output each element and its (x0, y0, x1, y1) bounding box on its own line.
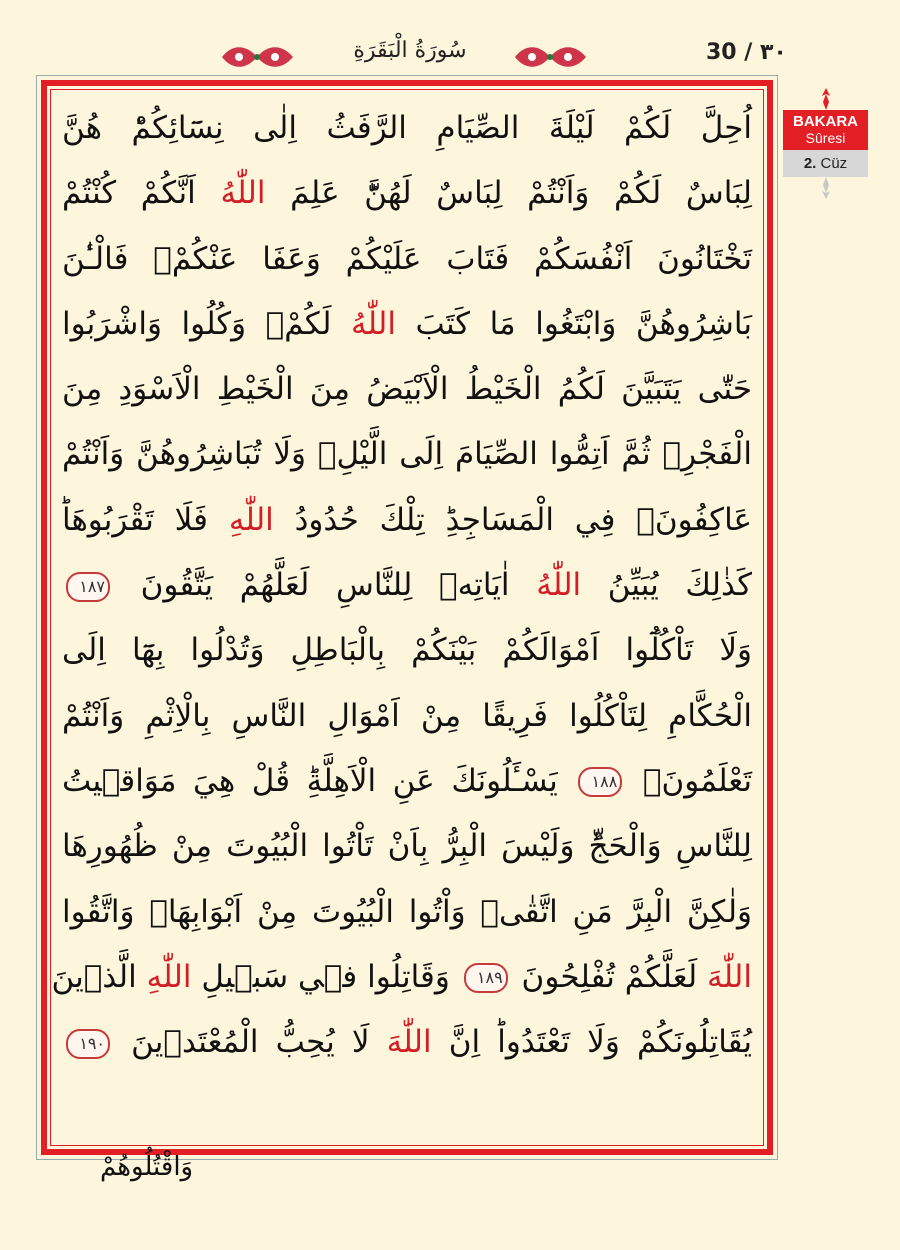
verse-line (62, 488, 752, 553)
verse-text: اَنَّكُمْ كُنْتُمْ (62, 175, 221, 212)
verse-line (62, 684, 752, 749)
verse-text: كَذٰلِكَ يُبَيِّنُ (581, 567, 753, 604)
verse-text: الْفَجْرِۖ ثُمَّ اَتِمُّوا الصِّيَامَ اِلَى الَّيْلِۚ وَلَا تُبَاشِرُوهُنَّ وَاَنْتُمْ (62, 436, 752, 473)
verse-line (62, 1010, 752, 1075)
ayah-number-marker: ١٨٧ (66, 572, 110, 602)
tab-surah-label-text: Sûresi (805, 130, 846, 146)
verse-text: عَاكِفُونَۙ فِي الْمَسَاجِدِؕ تِلْكَ حُدُودُ (273, 501, 753, 538)
verse-text: وَلَا تَاْكُلُٓوا اَمْوَالَكُمْ بَيْنَكُمْ بِالْبَاطِلِ وَتُدْلُوا بِهَٓا اِلَى (62, 632, 752, 669)
verse-line (62, 357, 752, 422)
verse-line (62, 227, 752, 292)
header-ornament-left-icon (220, 40, 295, 74)
verse-text: لِبَاسٌ لَكُمْ وَاَنْتُمْ لِبَاسٌ لَهُنَّؕ عَلِمَ (265, 175, 752, 212)
divine-name-text: اللّٰهِ (146, 958, 192, 995)
tab-surah-name (783, 110, 868, 150)
tab-juz (783, 150, 868, 177)
verse-line (62, 880, 752, 945)
page-number: 30 / ٣٠ (706, 40, 787, 65)
ayah-number-marker: ١٨٨ (578, 767, 622, 797)
ayah-number-marker: ١٨٩ (464, 963, 508, 993)
verse-line (62, 161, 752, 226)
surah-header-title: سُورَةُ الْبَقَرَةِ (353, 38, 467, 63)
verse-text: بَاشِرُوهُنَّ وَابْتَغُوا مَا كَتَبَ (395, 305, 752, 342)
verse-text: وَلٰكِنَّ الْبِرَّ مَنِ اتَّقٰىۚ وَاْتُوا الْبُيُوتَ مِنْ اَبْوَابِهَاۖ وَاتَّقُوا (62, 893, 752, 930)
tab-juz-label: Cüz (820, 155, 848, 172)
catchword: وَاقْتُلُوهُمْ (100, 1152, 194, 1182)
verse-text: لَعَلَّكُمْ تُفْلِحُونَ (511, 958, 708, 995)
verse-text: وَقَاتِلُوا ف۪ي سَب۪يلِ (191, 958, 460, 995)
divine-name-text: اللّٰهِ (228, 501, 274, 538)
verse-text: فَلَا تَقْرَبُوهَاؕ (62, 501, 229, 538)
ayah-number-marker: ١٩٠ (66, 1029, 110, 1059)
verse-text: لَا يُحِبُّ الْمُعْتَد۪ينَ (114, 1024, 387, 1061)
divine-name-text: اللّٰهَ (386, 1024, 432, 1061)
verse-line (62, 749, 752, 814)
verse-line (51, 945, 752, 1010)
divine-name-text: اللّٰهَ (707, 958, 752, 995)
divine-name-text: اللّٰهُ (351, 305, 396, 342)
verse-text: تَعْلَمُونَ۟ (626, 762, 752, 799)
tab-surah-name-text: BAKARA (793, 113, 858, 130)
verse-line (62, 618, 752, 683)
tab-bottom-ornament-icon (816, 177, 836, 199)
verse-text: الَّذ۪ينَ (51, 958, 147, 995)
verse-line (62, 422, 752, 487)
verse-line (62, 292, 752, 357)
verse-text: حَتّٰى يَتَبَيَّنَ لَكُمُ الْخَيْطُ الْاَبْيَضُ مِنَ الْخَيْطِ الْاَسْوَدِ مِنَ (62, 371, 752, 408)
divine-name-text: اللّٰهُ (220, 175, 266, 212)
verse-text: تَخْتَانُونَ اَنْفُسَكُمْ فَتَابَ عَلَيْكُمْ وَعَفَا عَنْكُمْۚ فَالْـٰٔنَ (62, 240, 752, 277)
verse-text: لَكُمْۖ وَكُلُوا وَاشْرَبُوا (62, 305, 351, 342)
divine-name-text: اللّٰهُ (536, 567, 582, 604)
verse-text: يَسْـَٔلُونَكَ عَنِ الْاَهِلَّةِؕ قُلْ هِيَ مَوَاق۪يتُ (62, 762, 575, 799)
verse-text: لِلنَّاسِ وَالْحَجِّؕ وَلَيْسَ الْبِرُّ بِاَنْ تَاْتُوا الْبُيُوتَ مِنْ ظُهُورِهَا (62, 828, 752, 865)
quran-text-area (51, 96, 753, 1141)
verse-text: اُحِلَّ لَكُمْ لَيْلَةَ الصِّيَامِ الرَّفَثُ اِلٰى نِسَٓائِكُمْؕ هُنَّ (62, 110, 752, 146)
header-ornament-right-icon (513, 40, 588, 74)
tab-top-ornament-icon (816, 88, 836, 110)
verse-text: يُقَاتِلُونَكُمْ وَلَا تَعْتَدُواؕ اِنَّ (431, 1024, 752, 1061)
verse-line (62, 814, 752, 879)
verse-line (62, 96, 752, 161)
verse-line (62, 553, 752, 618)
surah-side-tab[interactable] (783, 88, 868, 199)
verse-text: الْحُكَّامِ لِتَاْكُلُوا فَرِيقًا مِنْ اَمْوَالِ النَّاسِ بِالْاِثْمِ وَاَنْتُمْ (62, 697, 752, 734)
tab-juz-number: 2. (803, 155, 817, 172)
verse-text: اٰيَاتِه۪ لِلنَّاسِ لَعَلَّهُمْ يَتَّقُونَ (114, 567, 537, 604)
